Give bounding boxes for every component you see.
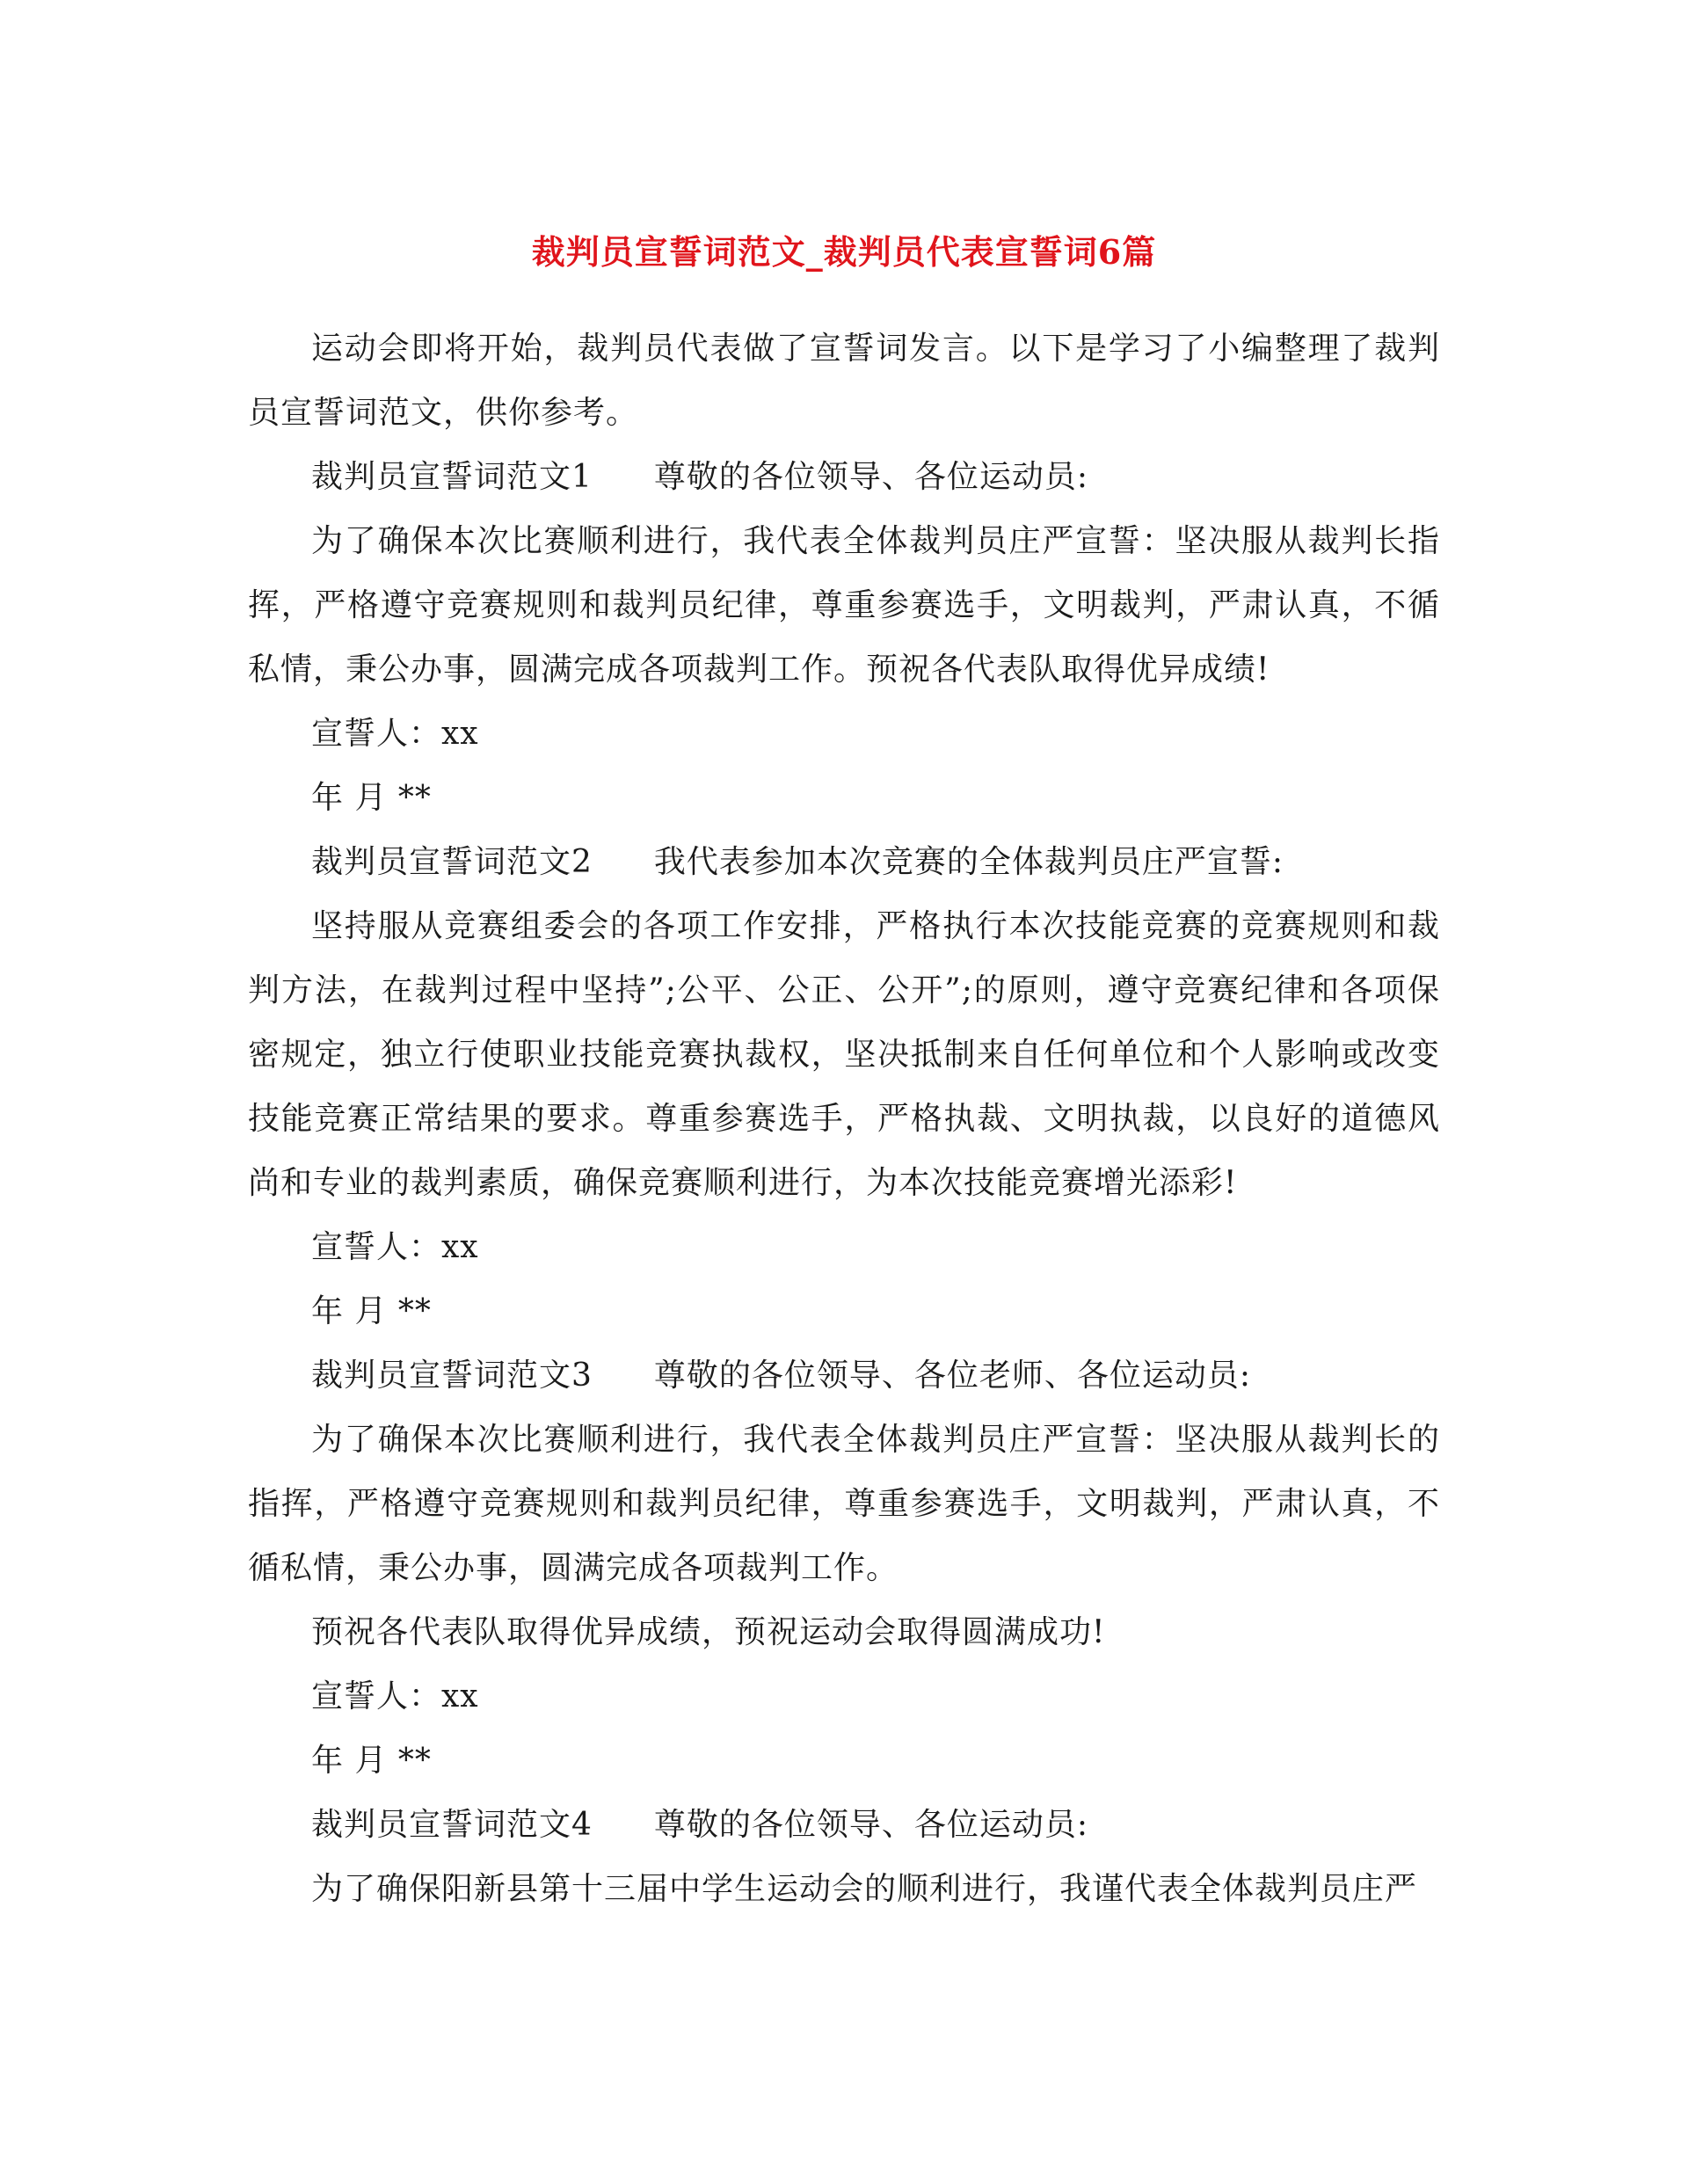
oath-paragraph-2: 坚持服从竞赛组委会的各项工作安排，严格执行本次技能竞赛的竞赛规则和裁判方法，在裁判过程中坚持”;公平、公正、公开”;的原则，遵守竞赛纪律和各项保密规定，独立行使职业技能竞赛执裁权，坚决抵制来自任何单位和个人影响或改变技能竞赛正常结果的要求。尊重参赛选手，严格执裁、文明执裁，以良好的道德风尚和专业的裁判素质，确保竞赛顺利进行，为本次技能竞赛增光添彩! <box>248 908 1440 1201</box>
salutation-3: 尊敬的各位领导、各位老师、各位运动员: <box>653 1358 1252 1394</box>
oath-paragraph-3: 为了确保本次比赛顺利进行，我代表全体裁判员庄严宣誓：坚决服从裁判长的指挥，严格遵守竞赛规则和裁判员纪律，尊重参赛选手，文明裁判，严肃认真，不循私情，秉公办事，圆满完成各项裁判工作。 <box>248 1422 1440 1586</box>
oath-wish-3: 预祝各代表队取得优异成绩，预祝运动会取得圆满成功! <box>311 1614 1106 1650</box>
section-heading-4 <box>248 1793 1440 1857</box>
section-heading-3 <box>248 1343 1440 1408</box>
oath-paragraph-4: 为了确保阳新县第十三届中学生运动会的顺利进行，我谨代表全体裁判员庄严 <box>311 1871 1418 1907</box>
section-title-2: 裁判员宣誓词范文2 <box>311 844 593 880</box>
oath-signer-1: 宣誓人：xx <box>311 716 479 752</box>
document-title: 裁判员宣誓词范文_裁判员代表宣誓词6篇 <box>531 232 1157 272</box>
oath-signer-2: 宣誓人：xx <box>311 1229 479 1265</box>
oath-paragraph-1: 为了确保本次比赛顺利进行，我代表全体裁判员庄严宣誓：坚决服从裁判长指挥，严格遵守竞赛规则和裁判员纪律，尊重参赛选手，文明裁判，严肃认真，不循私情，秉公办事，圆满完成各项裁判工作。预祝各代表队取得优异成绩! <box>248 523 1440 688</box>
section-heading-2 <box>248 830 1440 894</box>
section-title-4: 裁判员宣誓词范文4 <box>311 1807 593 1843</box>
salutation-1: 尊敬的各位领导、各位运动员: <box>653 459 1089 495</box>
intro-paragraph: 运动会即将开始，裁判员代表做了宣誓词发言。以下是学习了小编整理了裁判员宣誓词范文，供你参考。 <box>248 331 1440 431</box>
salutation-4: 尊敬的各位领导、各位运动员: <box>653 1807 1089 1843</box>
section-heading-1 <box>248 445 1440 509</box>
oath-date-2: 年 月 ** <box>311 1293 432 1329</box>
oath-signer-3: 宣誓人：xx <box>311 1678 479 1714</box>
oath-date-3: 年 月 ** <box>311 1743 432 1779</box>
salutation-2: 我代表参加本次竞赛的全体裁判员庄严宣誓: <box>653 844 1284 880</box>
oath-date-1: 年 月 ** <box>311 780 432 816</box>
document-body <box>248 317 1440 1921</box>
section-title-1: 裁判员宣誓词范文1 <box>311 459 593 495</box>
section-title-3: 裁判员宣誓词范文3 <box>311 1358 593 1394</box>
